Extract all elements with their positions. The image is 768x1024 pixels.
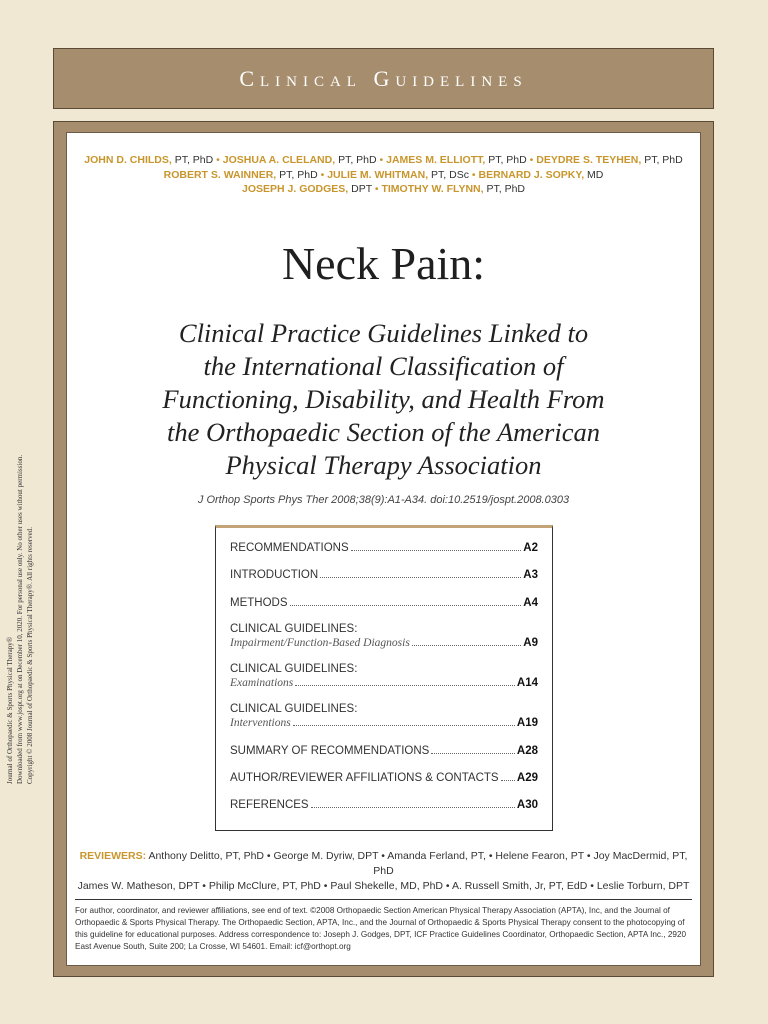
author-credentials: MD [584,168,604,181]
toc-heading: CLINICAL GUIDELINES: [230,623,358,635]
page-frame [53,121,714,977]
side-copyright-note [5,354,39,784]
author-credentials: PT, PhD [276,168,318,181]
section-banner [53,48,714,109]
author-separator: • [529,154,534,166]
author-name: BERNARD J. SOPKY, [478,168,585,181]
author-separator: • [374,183,379,195]
author-name: JOHN D. CHILDS, [84,154,172,166]
footnote-divider [75,899,692,900]
toc-item-examinations[interactable] [230,677,538,689]
toc-item-interventions[interactable] [230,717,538,729]
toc-item-references[interactable] [230,799,538,811]
toc-page: A19 [516,717,538,729]
subtitle-line: the International Classification of [203,351,564,381]
author-credentials: PT, PhD [171,154,214,166]
toc-page: A2 [523,542,538,554]
toc-label: METHODS [230,597,288,609]
toc-label: RECOMMENDATIONS [230,542,349,554]
author-line-3 [67,182,700,197]
side-note-line-2: Downloaded from www.jospt.org at on December 10, 2020. For personal use only. No other uses without permission. [16,454,24,784]
toc-label: SUMMARY OF RECOMMENDATIONS [230,745,430,757]
author-name: JOSEPH J. GODGES, [242,183,349,195]
side-note-line-1: Journal of Orthopaedic & Sports Physical Therapy® [6,636,14,784]
toc-label: Examinations [230,677,294,689]
author-name: TIMOTHY W. FLYNN, [381,183,484,195]
toc-page: A3 [523,569,538,581]
side-note-line-3: Copyright © 2008 Journal of Orthopaedic & Sports Physical Therapy®. All rights reserved. [26,526,34,784]
author-credentials: PT, PhD [335,154,377,166]
author-list [67,153,700,197]
toc-label: REFERENCES [230,799,309,811]
toc-heading: CLINICAL GUIDELINES: [230,663,358,675]
toc-leader [311,807,515,808]
toc-item-recommendations[interactable] [230,542,538,554]
toc-leader [320,577,521,578]
page-subtitle [95,317,672,482]
toc-leader [295,685,515,686]
toc-label: Impairment/Function-Based Diagnosis [230,637,410,649]
author-credentials: PT, DSc [428,168,469,181]
toc-label: AUTHOR/REVIEWER AFFILIATIONS & CONTACTS [230,772,499,784]
author-separator: • [320,168,325,181]
toc-item-methods[interactable] [230,597,538,609]
toc-leader [412,645,521,646]
toc-item-diagnosis[interactable] [230,637,538,649]
toc-page: A28 [516,745,538,757]
reviewers-line-2: James W. Matheson, DPT • Philip McClure, PT, PhD • Paul Shekelle, MD, PhD • A. Russell Smith, Jr, PT, EdD • Leslie Torburn, DPT [77,880,690,892]
page-title: Neck Pain: [281,238,486,289]
author-separator: • [216,154,220,166]
subtitle-line: Clinical Practice Guidelines Linked to [178,318,589,348]
toc-leader [293,725,515,726]
author-separator: • [471,168,476,181]
toc-page: A9 [523,637,538,649]
toc-leader [501,780,515,781]
toc-leader [290,605,522,606]
toc-page: A30 [516,799,538,811]
author-name: JOSHUA A. CLELAND, [222,154,336,166]
author-name: JULIE M. WHITMAN, [327,168,429,181]
subtitle-line: the Orthopaedic Section of the American [167,417,600,447]
footnote: For author, coordinator, and reviewer affiliations, see end of text. ©2008 Orthopaedic Section American Physical Therapy Association (APTA), Inc, and the Journal of Orthopaedic & Sports Physical Therapy. The Orthopaedic Section, APTA, Inc., and the Journal of Orthopaedic & Sports Physical Therapy consent to the photocopying of this guideline for educational purposes. Address correspondence to: Joseph J. Godges, DPT, ICF Practice Guidelines Coordinator, Orthopaedic Section, APTA Inc., 2920 East Avenue South, Suite 200; La Crosse, WI 54601. Email: icf@orthopt.org [75,906,687,951]
author-separator: • [379,154,384,166]
subtitle-line: Functioning, Disability, and Health From [162,384,605,414]
toc-item-introduction[interactable] [230,569,538,581]
author-credentials: PT, PhD [485,154,527,166]
reviewers-names: Anthony Delitto, PT, PhD • George M. Dyriw, DPT • Amanda Ferland, PT, • Helene Fearon, PT • Joy MacDermid, PT, PhD [146,850,688,877]
author-line-2 [67,168,700,183]
content-panel [66,132,701,966]
reviewers-label: REVIEWERS: [79,850,147,862]
author-line-1 [67,153,700,168]
author-name: DEYDRE S. TEYHEN, [536,154,642,166]
toc-leader [351,550,522,551]
toc-heading: CLINICAL GUIDELINES: [230,703,358,715]
reviewers [77,849,690,894]
toc-leader [431,753,515,754]
toc-item-summary[interactable] [230,745,538,757]
toc-item-affiliations[interactable] [230,772,538,784]
toc-page: A29 [516,772,538,784]
author-name: ROBERT S. WAINNER, [163,168,277,181]
author-credentials: PT, PhD [483,183,525,195]
banner-title: Clinical Guidelines [239,65,528,91]
subtitle-line: Physical Therapy Association [225,450,542,480]
reviewers-line-1 [77,849,690,879]
toc-page: A4 [523,597,538,609]
toc-label: INTRODUCTION [230,569,319,581]
author-credentials: DPT [348,183,372,195]
citation: J Orthop Sports Phys Ther 2008;38(9):A1-A34. doi:10.2519/jospt.2008.0303 [197,494,570,506]
table-of-contents [215,525,553,831]
toc-page: A14 [516,677,538,689]
toc-label: Interventions [230,717,291,729]
author-name: JAMES M. ELLIOTT, [386,154,486,166]
author-credentials: PT, PhD [641,154,683,166]
